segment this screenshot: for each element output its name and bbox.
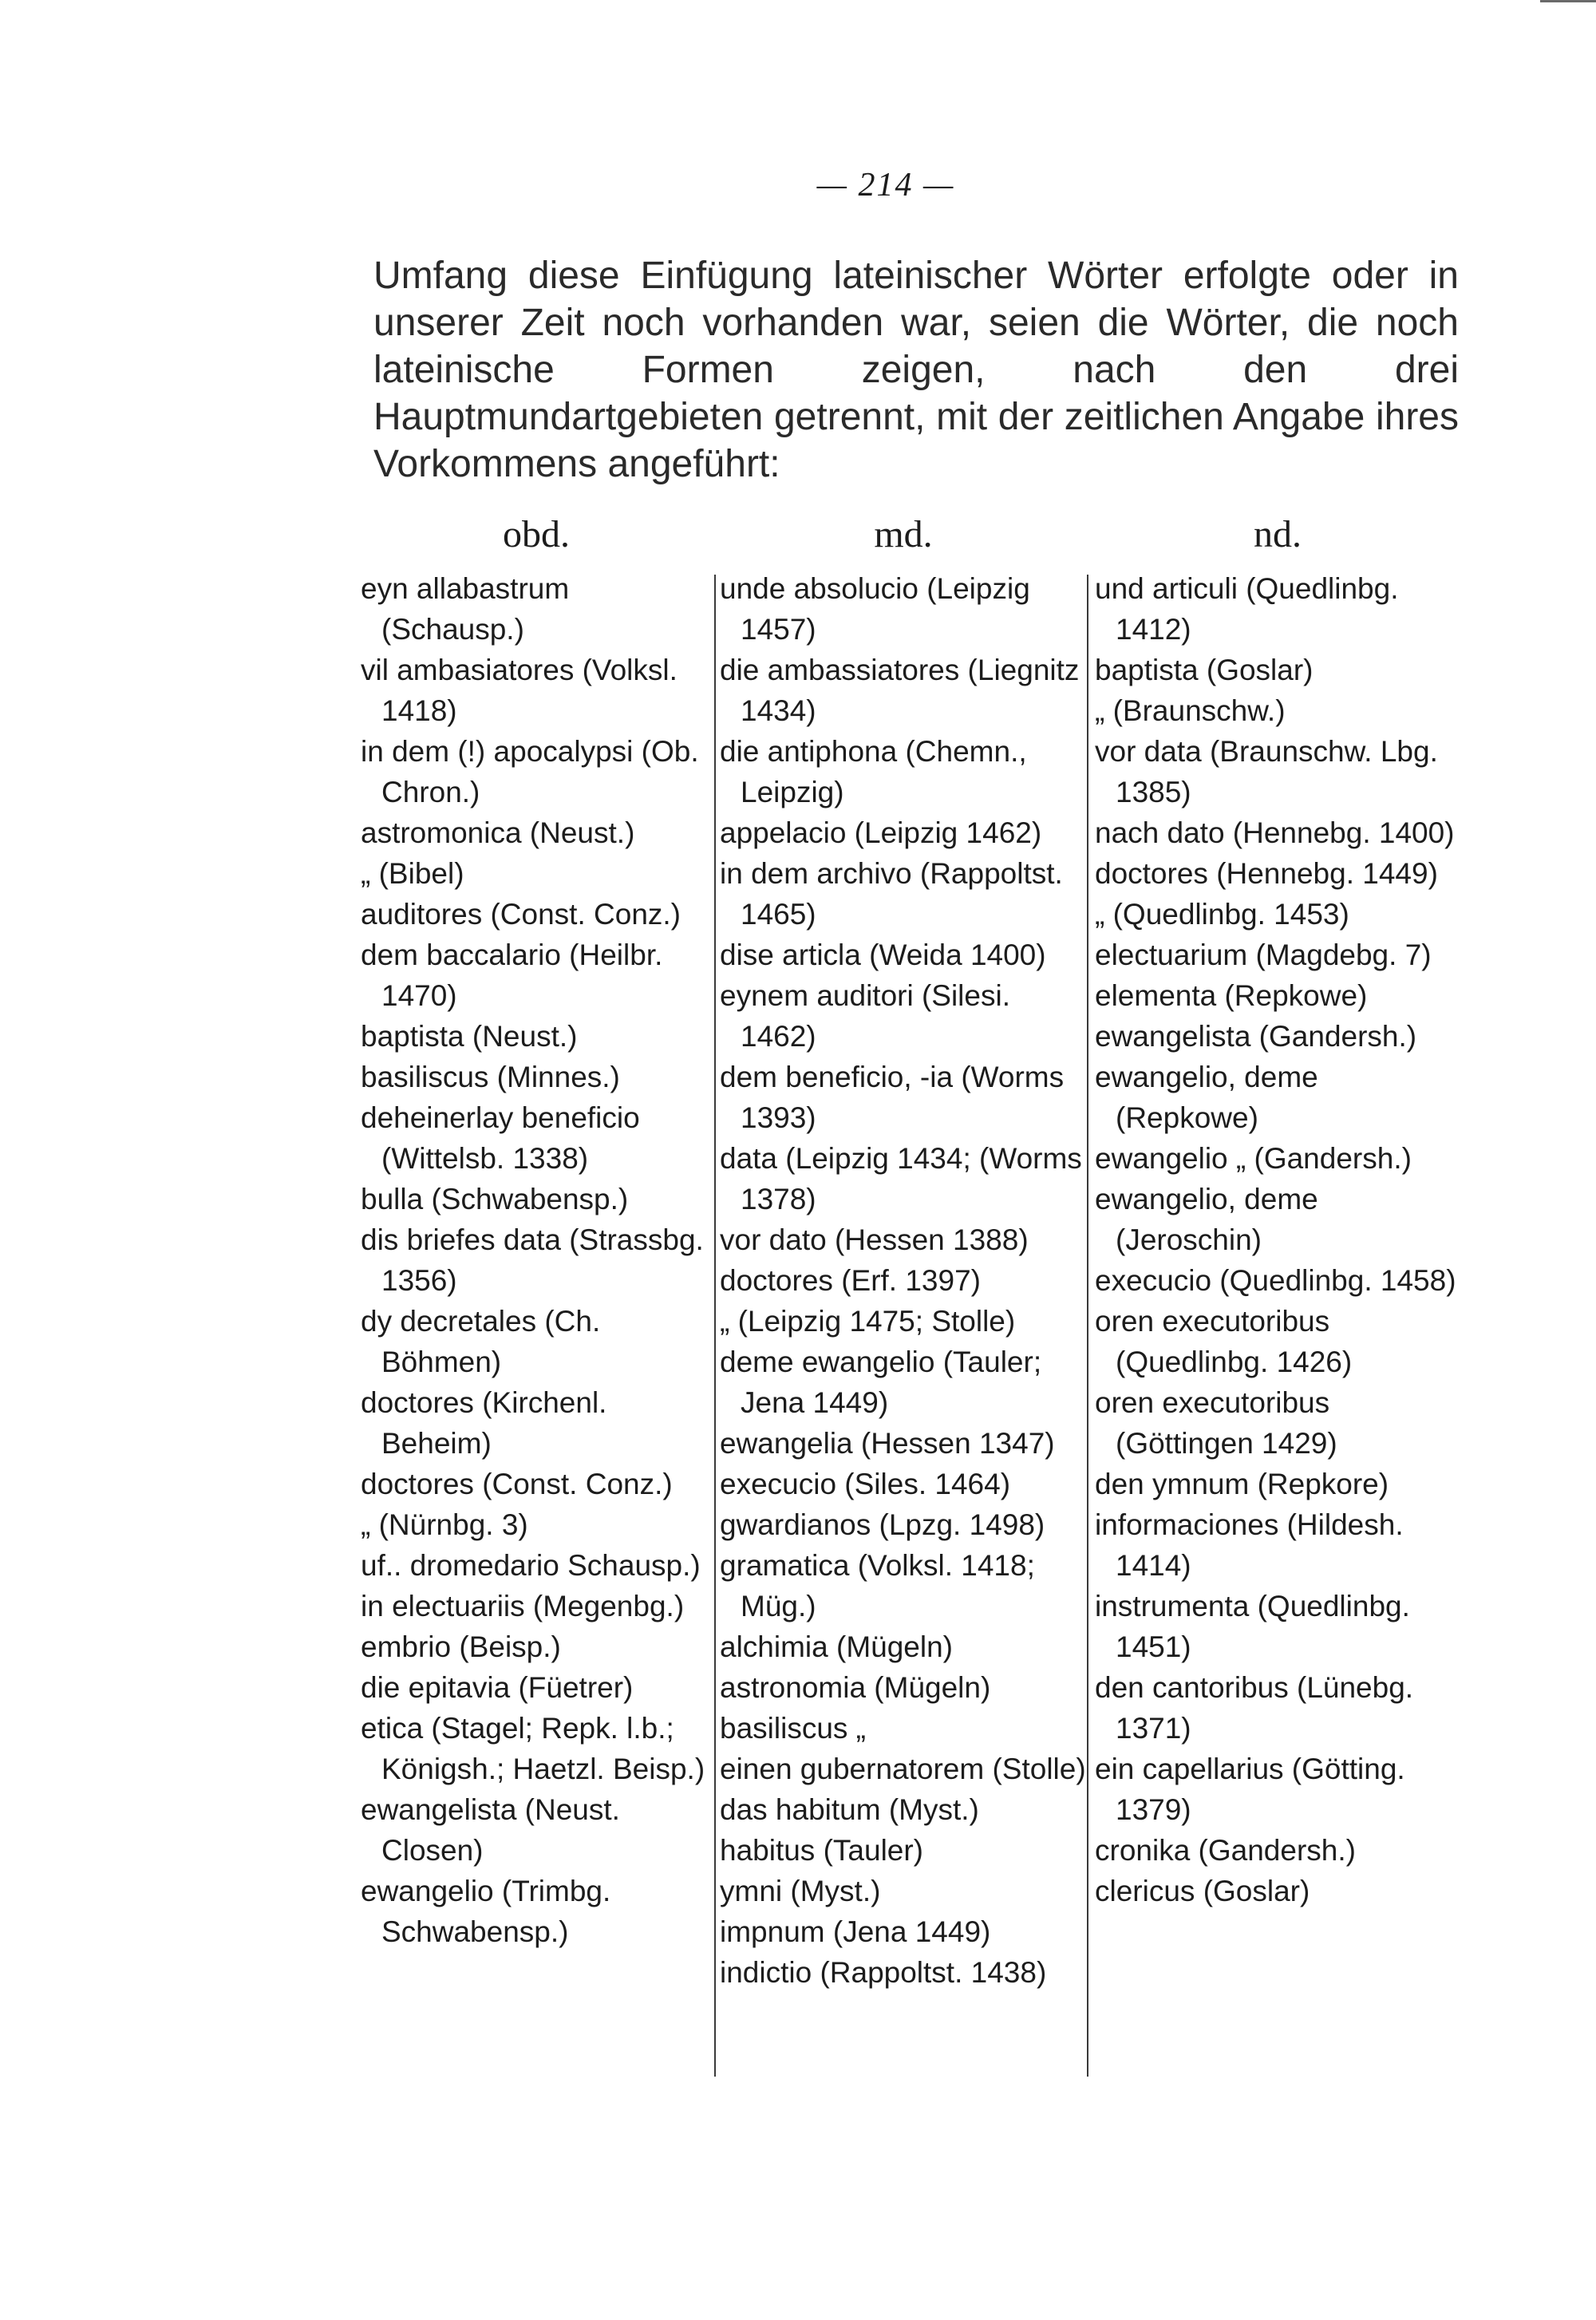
- page-edge-mark: [1540, 0, 1596, 9]
- word-entry: ewangelista (Neust. Closen): [361, 1793, 620, 1867]
- word-entry: doctores (Erf. 1397): [720, 1264, 981, 1297]
- word-entry: bulla (Schwabensp.): [361, 1183, 629, 1215]
- word-entry: astromonica (Neust.): [361, 816, 635, 849]
- word-entry: auditores (Const. Conz.): [361, 898, 681, 931]
- word-entry: dem baccalario (Heilbr. 1470): [361, 939, 663, 1012]
- word-entry: vil ambasiatores (Volksl. 1418): [361, 654, 678, 727]
- word-entry: die ambassiatores (Liegnitz 1434): [720, 654, 1080, 727]
- word-entry: dis briefes data (Strassbg. 1356): [361, 1223, 704, 1297]
- word-entry: „ (Braunschw.): [1095, 694, 1286, 727]
- word-entry: „ (Quedlinbg. 1453): [1095, 898, 1349, 931]
- word-entry: „ (Leipzig 1475; Stolle): [720, 1305, 1016, 1338]
- word-entry: electuarium (Magdebg. 7): [1095, 939, 1432, 971]
- word-entry: basiliscus „: [720, 1712, 866, 1745]
- column-heading: md.: [874, 513, 933, 555]
- word-entry: ewangelista (Gandersh.): [1095, 1020, 1417, 1053]
- word-entry: gwardianos (Lpzg. 1498): [720, 1508, 1045, 1541]
- word-entry: ewangelio, deme (Jeroschin): [1095, 1183, 1318, 1256]
- word-entry: appelacio (Leipzig 1462): [720, 816, 1042, 849]
- word-entry: habitus (Tauler): [720, 1834, 924, 1867]
- word-entry: uf.. dromedario Schausp.): [361, 1549, 701, 1582]
- word-entry: den cantoribus (Lünebg. 1371): [1095, 1671, 1414, 1745]
- word-entry: dise articla (Weida 1400): [720, 939, 1046, 971]
- word-entry: den ymnum (Repkore): [1095, 1468, 1389, 1500]
- word-entry: etica (Stagel; Repk. l.b.; Königsh.; Haetzl. Beisp.): [361, 1712, 705, 1785]
- word-entry: baptista (Neust.): [361, 1020, 578, 1053]
- word-entry: und articuli (Quedlinbg. 1412): [1095, 572, 1399, 646]
- word-entry: das habitum (Myst.): [720, 1793, 979, 1826]
- word-entry: eynem auditori (Silesi. 1462): [720, 979, 1010, 1053]
- entry-list: [361, 568, 712, 1952]
- word-entry: unde absolucio (Leipzig 1457): [720, 572, 1030, 646]
- column-heading: obd.: [503, 513, 570, 555]
- word-entry: execucio (Quedlinbg. 1458): [1095, 1264, 1456, 1297]
- word-entry: instrumenta (Quedlinbg. 1451): [1095, 1590, 1410, 1663]
- word-entry: impnum (Jena 1449): [720, 1915, 991, 1948]
- word-entry: cronika (Gandersh.): [1095, 1834, 1356, 1867]
- word-entry: gramatica (Volksl. 1418; Müg.): [720, 1549, 1035, 1622]
- word-entry: elementa (Repkowe): [1095, 979, 1368, 1012]
- word-entry: in electuariis (Megenbg.): [361, 1590, 685, 1622]
- word-entry: oren executoribus (Quedlinbg. 1426): [1095, 1305, 1353, 1378]
- word-entry: ewangelio „ (Gandersh.): [1095, 1142, 1412, 1175]
- column-obd: [361, 511, 712, 1952]
- word-entry: ewangelio, deme (Repkowe): [1095, 1061, 1318, 1134]
- word-entry: doctores (Hennebg. 1449): [1095, 857, 1438, 890]
- word-entry: deheinerlay beneficio (Wittelsb. 1338): [361, 1101, 640, 1175]
- word-entry: data (Leipzig 1434; (Worms 1378): [720, 1142, 1082, 1215]
- word-entry: baptista (Goslar): [1095, 654, 1314, 686]
- word-entry: ein capellarius (Götting. 1379): [1095, 1753, 1405, 1826]
- word-entry: astronomia (Mügeln): [720, 1671, 991, 1704]
- word-entry: in dem (!) apocalypsi (Ob. Chron.): [361, 735, 699, 808]
- word-entry: oren executoribus (Göttingen 1429): [1095, 1386, 1337, 1460]
- word-entry: basiliscus (Minnes.): [361, 1061, 620, 1093]
- word-entry: clericus (Goslar): [1095, 1875, 1310, 1907]
- column-heading: nd.: [1254, 513, 1302, 555]
- word-entry: deme ewangelio (Tauler; Jena 1449): [720, 1346, 1042, 1419]
- word-entry: nach dato (Hennebg. 1400): [1095, 816, 1455, 849]
- word-entry: die antiphona (Chemn., Leipzig): [720, 735, 1027, 808]
- word-entry: ymni (Myst.): [720, 1875, 881, 1907]
- word-entry: doctores (Kirchenl. Beheim): [361, 1386, 607, 1460]
- entry-list: [1095, 568, 1460, 1911]
- word-entry: indictio (Rappoltst. 1438): [720, 1956, 1047, 1989]
- column-nd: [1095, 511, 1460, 1911]
- column-md: [720, 511, 1087, 1993]
- word-entry: ewangelia (Hessen 1347): [720, 1427, 1055, 1460]
- page-number: — 214 —: [816, 167, 955, 204]
- word-entry: ewangelio (Trimbg. Schwabensp.): [361, 1875, 611, 1948]
- word-entry: dy decretales (Ch. Böhmen): [361, 1305, 601, 1378]
- column-divider: [1087, 575, 1088, 2077]
- word-entry: die epitavia (Füetrer): [361, 1671, 634, 1704]
- word-entry: einen gubernatorem (Stolle): [720, 1753, 1086, 1785]
- entry-list: [720, 568, 1087, 1993]
- word-entry: embrio (Beisp.): [361, 1630, 561, 1663]
- word-entry: in dem archivo (Rappoltst. 1465): [720, 857, 1063, 931]
- word-entry: dem beneficio, -ia (Worms 1393): [720, 1061, 1065, 1134]
- word-entry: „ (Nürnbg. 3): [361, 1508, 528, 1541]
- word-entry: execucio (Siles. 1464): [720, 1468, 1011, 1500]
- word-entry: vor dato (Hessen 1388): [720, 1223, 1029, 1256]
- word-entry: alchimia (Mügeln): [720, 1630, 953, 1663]
- word-entry: „ (Bibel): [361, 857, 464, 890]
- word-entry: vor data (Braunschw. Lbg. 1385): [1095, 735, 1438, 808]
- word-entry: eyn allabastrum (Schausp.): [361, 572, 570, 646]
- word-entry: doctores (Const. Conz.): [361, 1468, 673, 1500]
- word-entry: informaciones (Hildesh. 1414): [1095, 1508, 1404, 1582]
- column-divider: [714, 575, 716, 2077]
- intro-paragraph: Umfang diese Einfügung lateinischer Wörter erfolgte oder in unserer Zeit noch vorhanden war, seien die Wörter, die noch lateinische Formen zeigen, nach den drei Hauptmundartgebieten getrennt, mit der zeitlichen Angabe ihres Vorkommens angeführt:: [373, 255, 1459, 485]
